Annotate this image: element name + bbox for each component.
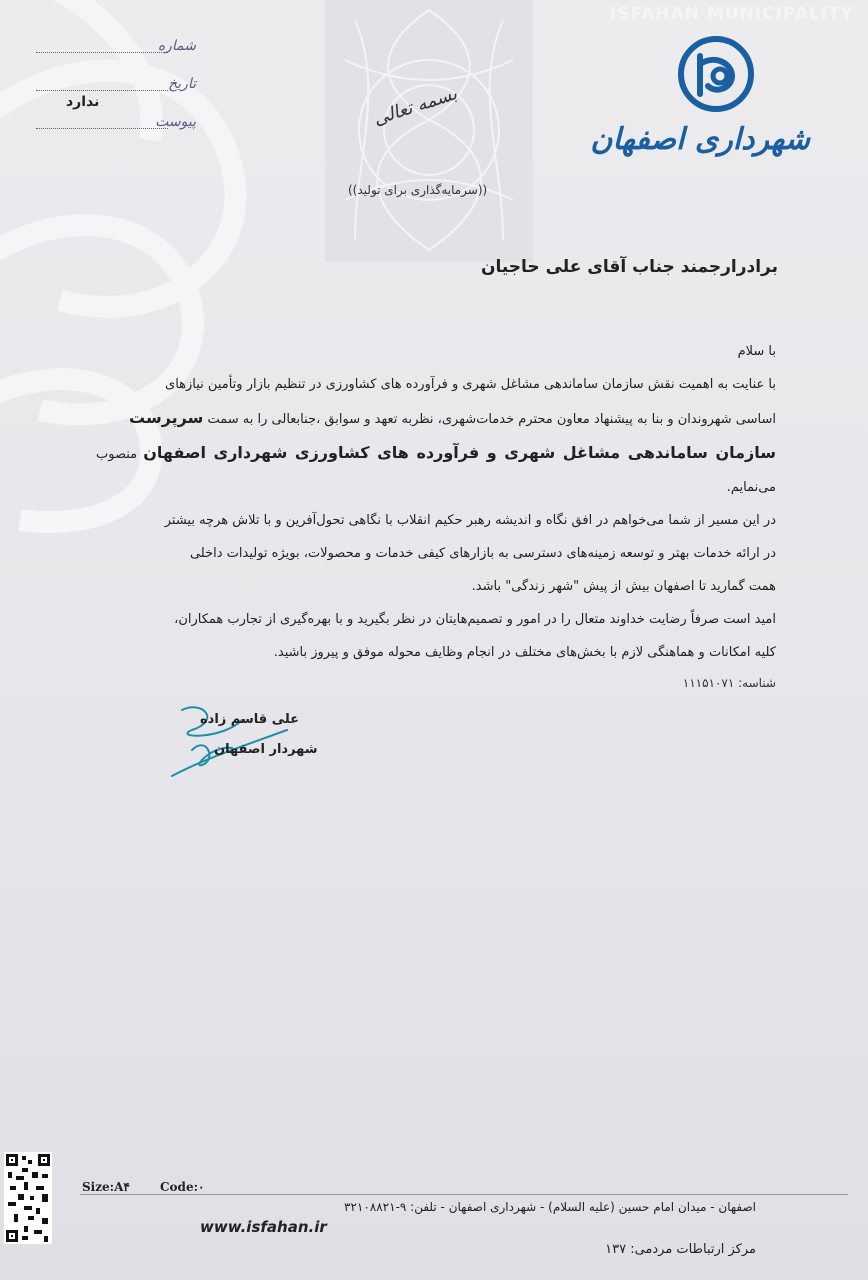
meta-number [36,38,196,60]
letter-id: شناسه: ۱۱۱۵۱۰۷۱ [682,676,776,690]
paragraph-line [96,401,776,436]
text-span: منصوب می‌نمایم. [96,447,776,495]
paragraph-line: در ارائه خدمات بهتر و توسعه زمینه‌های دسترسی به بازارهای کیفی خدمات و محصولات، بویژه تولیدات داخلی [189,546,776,561]
greeting: با سلام [737,344,776,359]
signatory-name: علی قاسم زاده [200,712,300,727]
dotted-line [36,128,168,129]
dotted-line [36,52,168,53]
footer-address: اصفهان - میدان امام حسین (علیه السلام) - شهرداری اصفهان - تلفن: ۹-۳۲۱۰۸۸۲۱ [344,1200,756,1214]
paper-size: Size:A۴ [82,1180,130,1194]
footer-public-relations: مرکز ارتباطات مردمی: ۱۳۷ [605,1242,756,1257]
paragraph-line: کلیه امکانات و هماهنگی لازم با بخش‌های مختلف در انجام وظایف محوله موفق و پیروز باشید. [273,645,776,660]
paragraph-line [96,436,776,504]
form-code: Code:۰ [160,1180,205,1194]
meta-attachment [36,94,196,136]
signature-scribble [162,690,292,790]
text-span: اساسی شهروندان و بنا به پیشنهاد معاون محترم خدمات‌شهری، نظربه تعهد و سوابق ،جنابعالی را به سمت [207,412,776,427]
footer-divider [80,1194,848,1195]
emphasis-text: سازمان ساماندهی مشاغل شهری و فرآورده های کشاورزی شهرداری اصفهان [143,443,776,462]
paragraph-line: با عنایت به اهمیت نقش سازمان ساماندهی مشاغل شهری و فرآورده های کشاورزی در تنظیم بازار وتأمین نیازهای [165,377,776,392]
slogan: ((سرمایه‌گذاری برای تولید)) [348,183,488,197]
meta-date [36,76,196,98]
paragraph-line: امید است صرفاً رضایت خداوند متعال را در امور و تصمیم‌هایتان در نظر بگیرید و با بهره‌گیری از تجارب همکاران، [174,612,776,627]
qr-code [4,1152,52,1244]
meta-value: ندارد [66,94,100,110]
footer-website[interactable]: www.isfahan.ir [200,1218,327,1236]
central-ornament [325,0,533,262]
isfahan-municipality-logo [676,34,756,114]
signatory-title: شهردار اصفهان [214,742,318,757]
meta-label: پیوست [155,114,196,130]
meta-label: شماره [157,38,196,54]
letter-body [96,335,776,669]
paragraph-line: همت گمارید تا اصفهان بیش از پیش "شهر زندگی" باشد. [471,579,776,594]
logo-text: شهرداری اصفهان [590,122,810,157]
watermark-text: ISFAHAN MUNICIPALITY [609,4,854,24]
paragraph-line: در این مسیر از شما می‌خواهم در افق نگاه و اندیشه رهبر حکیم انقلاب با نگاهی تحول‌آفرین و با تلاش هرچه بیشتر [164,513,776,528]
dotted-line [36,90,168,91]
emphasis-text: سرپرست [129,408,204,427]
bismillah: بسمه تعالی [370,83,460,130]
meta-label: تاریخ [168,76,196,92]
salutation: برادرارجمند جناب آقای علی حاجیان [480,257,778,277]
